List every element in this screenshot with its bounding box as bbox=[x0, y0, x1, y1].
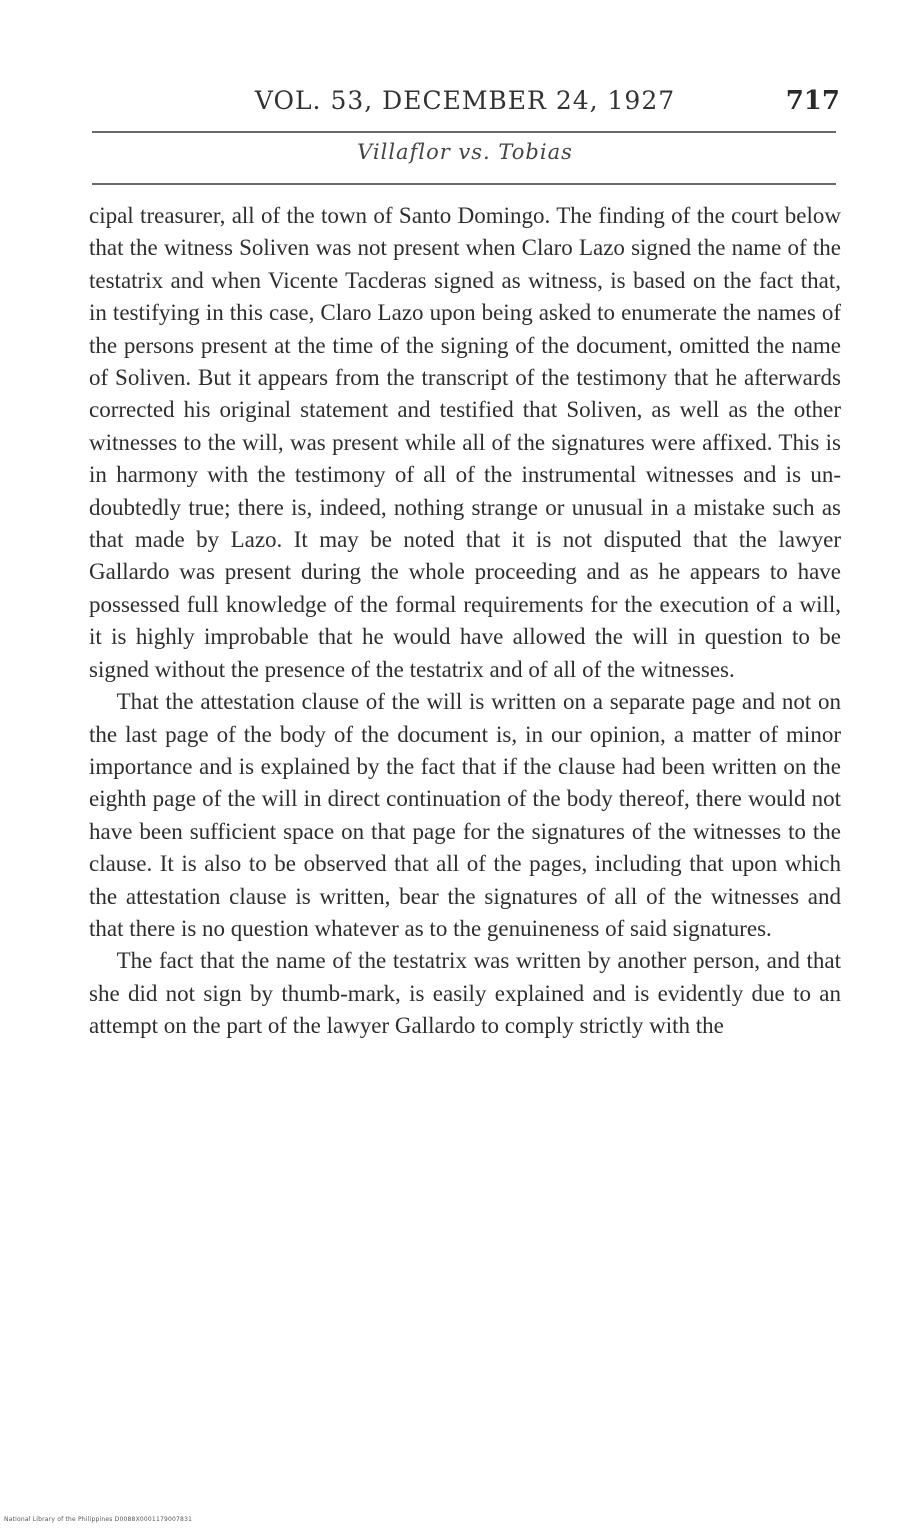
body-text bbox=[89, 200, 841, 1043]
running-title: VOL. 53, DECEMBER 24, 1927 bbox=[254, 86, 676, 115]
page-header bbox=[90, 84, 840, 128]
page-number: 717 bbox=[785, 86, 840, 116]
header-rule-bottom bbox=[92, 183, 836, 185]
header-rule-top bbox=[92, 131, 836, 133]
paragraph-continued: cipal treasurer, all of the town of Santo Domingo. The finding of the court below that the witness Soliven was not present when Claro Lazo signed the name of the testatrix and when Vicente Tacderas signed as witness, is based on the fact that, in testifying in this case, Claro Lazo upon being asked to enumerate the names of the persons present at the time of the signing of the document, omitted the name of Soliven. But it appears from the transcript of the testimony that he afterwards corrected his original statement and testified that Soliven, as well as the other witnesses to the will, was present while all of the signatures were affixed. This is in harmony with the testimony of all of the instrumental witnesses and is undoubtedly true; there is, indeed, nothing strange or unusual in a mistake such as that made by Lazo. It may be noted that it is not disputed that the lawyer Gallardo was present during the whole proceeding and as he appears to have possessed full knowledge of the formal requirements for the execution of a will, it is highly improbable that he would have allowed the will in question to be signed without the presence of the testatrix and of all of the witnesses. bbox=[89, 203, 841, 682]
source-stamp: National Library of the Philippines D0088X0001179007831 bbox=[4, 1516, 193, 1523]
paragraph-attestation-clause: That the attestation clause of the will is written on a separate page and not on the last page of the body of the document is, in our opinion, a matter of minor importance and is explained by the fact that if the clause had been written on the eighth page of the will in direct continuation of the body thereof, there would not have been sufficient space on that page for the signatures of the witnesses to the clause. It is also to be observed that all of the pages, including that upon which the attestation clause is written, bear the signatures of all of the witnesses and that there is no question whatever as to the genuineness of said signatures. bbox=[89, 689, 841, 941]
paragraph-testatrix-name: The fact that the name of the testatrix was written by another person, and that she did not sign by thumb-mark, is easily explained and is evidently due to an attempt on the part of the lawyer Gallardo to comply strictly with the bbox=[89, 948, 841, 1039]
case-title: Villaflor vs. Tobias bbox=[357, 140, 573, 164]
